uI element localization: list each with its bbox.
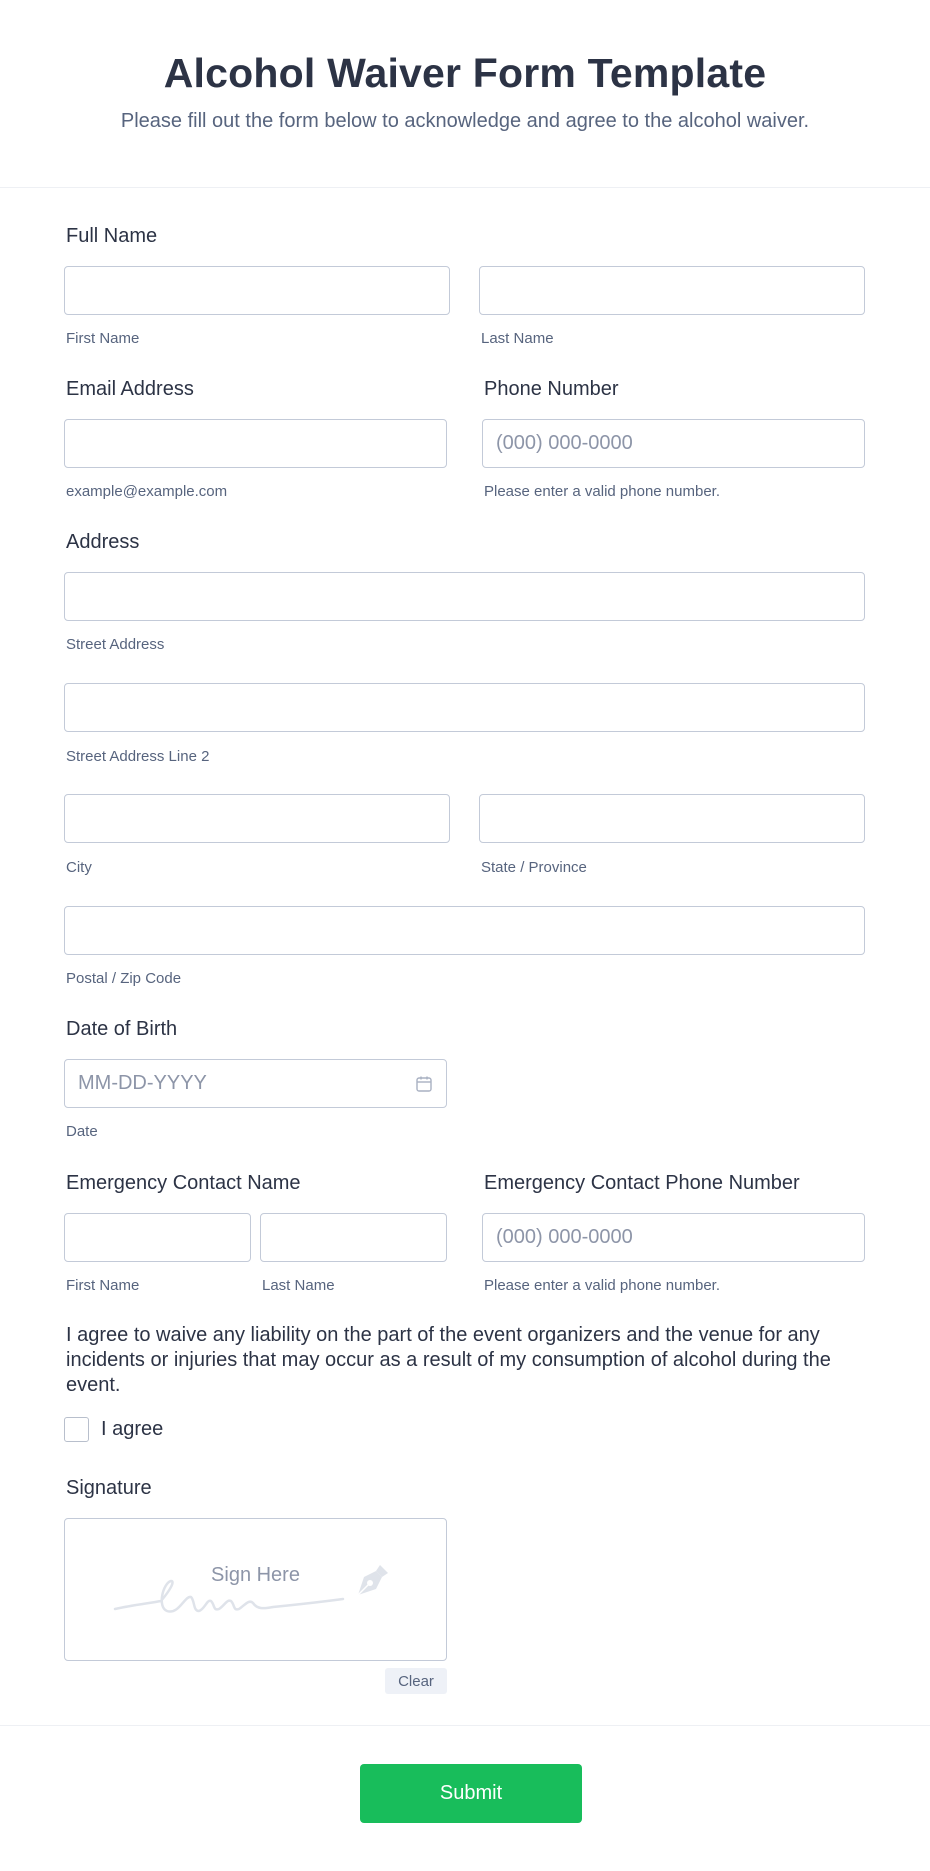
email-label: Email Address bbox=[66, 378, 194, 400]
dob-sublabel: Date bbox=[66, 1123, 98, 1140]
phone-sublabel: Please enter a valid phone number. bbox=[484, 483, 720, 500]
emergency-phone-label: Emergency Contact Phone Number bbox=[484, 1172, 800, 1194]
street-address-input[interactable] bbox=[64, 572, 865, 621]
phone-label: Phone Number bbox=[484, 378, 619, 400]
full-name-label: Full Name bbox=[66, 225, 158, 247]
state-sublabel: State / Province bbox=[481, 859, 587, 876]
phone-input[interactable] bbox=[482, 419, 865, 468]
city-sublabel: City bbox=[66, 859, 92, 876]
dob-input[interactable] bbox=[64, 1059, 447, 1108]
calendar-icon[interactable] bbox=[415, 1075, 433, 1093]
street-address-line2-input[interactable] bbox=[64, 683, 865, 732]
submit-button[interactable]: Submit bbox=[360, 1764, 582, 1823]
emergency-name-label: Emergency Contact Name bbox=[66, 1172, 301, 1194]
pen-nib-icon bbox=[350, 1559, 394, 1603]
emergency-last-name-sublabel: Last Name bbox=[262, 1277, 335, 1294]
emergency-first-name-sublabel: First Name bbox=[66, 1277, 140, 1294]
street-address-line2-sublabel: Street Address Line 2 bbox=[66, 748, 210, 765]
clear-signature-button[interactable]: Clear bbox=[385, 1668, 447, 1694]
first-name-sublabel: First Name bbox=[66, 330, 140, 347]
emergency-phone-sublabel: Please enter a valid phone number. bbox=[484, 1277, 720, 1294]
signature-placeholder: Sign Here bbox=[211, 1564, 300, 1586]
last-name-sublabel: Last Name bbox=[481, 330, 554, 347]
signature-label: Signature bbox=[66, 1477, 152, 1499]
form-subtitle: Please fill out the form below to acknowledge and agree to the alcohol waiver. bbox=[120, 110, 810, 132]
last-name-input[interactable] bbox=[479, 266, 865, 315]
zip-input[interactable] bbox=[64, 906, 865, 955]
waiver-statement: I agree to waive any liability on the part of the event organizers and the venue for any incidents or injuries that may occur as a result of my consumption of alcohol during the event. bbox=[66, 1324, 831, 1396]
emergency-phone-input[interactable] bbox=[482, 1213, 865, 1262]
city-input[interactable] bbox=[64, 794, 450, 843]
address-label: Address bbox=[66, 531, 140, 553]
first-name-input[interactable] bbox=[64, 266, 450, 315]
email-sublabel: example@example.com bbox=[66, 483, 228, 500]
street-address-sublabel: Street Address bbox=[66, 636, 165, 653]
emergency-last-name-input[interactable] bbox=[260, 1213, 447, 1262]
form-title: Alcohol Waiver Form Template bbox=[163, 50, 767, 96]
zip-sublabel: Postal / Zip Code bbox=[66, 970, 182, 987]
agree-checkbox[interactable] bbox=[64, 1417, 89, 1442]
email-input[interactable] bbox=[64, 419, 447, 468]
form-header bbox=[0, 0, 930, 188]
state-input[interactable] bbox=[479, 794, 865, 843]
agree-checkbox-label[interactable]: I agree bbox=[101, 1418, 164, 1440]
form-footer bbox=[0, 1725, 930, 1871]
emergency-first-name-input[interactable] bbox=[64, 1213, 251, 1262]
signature-pad[interactable] bbox=[64, 1518, 447, 1661]
dob-label: Date of Birth bbox=[66, 1018, 178, 1040]
